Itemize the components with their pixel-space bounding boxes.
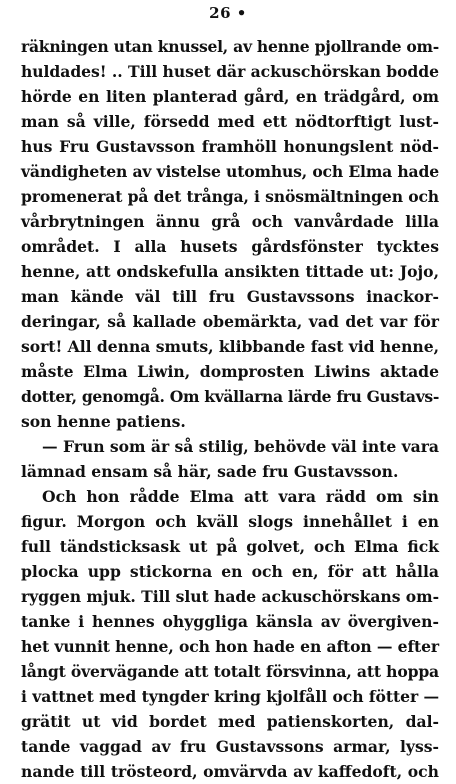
text-line: vändigheten av vistelse utomhus, och Elma hade xyxy=(21,162,439,181)
text-line: hus Fru Gustavsson framhöll honungslent nöd- xyxy=(21,137,439,156)
text-line: man så ville, försedd med ett nödtorftigt lust- xyxy=(21,112,439,131)
text-line: Och hon rådde Elma att vara rädd om sin xyxy=(42,487,439,506)
text-line: området. I alla husets gårdsfönster tycktes xyxy=(21,237,439,256)
text-line: figur. Morgon och kväll slogs innehållet i en xyxy=(21,512,439,531)
text-line: sort! All denna smuts, klibbande fast vid henne, xyxy=(21,337,439,356)
text-line: promenerat på det trånga, i snösmältningen och xyxy=(21,187,439,206)
page-number: 26 • xyxy=(209,4,247,22)
text-line: — Frun som är så stilig, behövde väl inte vara xyxy=(42,437,439,456)
text-line: måste Elma Liwin, domprosten Liwins aktade xyxy=(21,362,439,381)
text-line: huldades! .. Till huset där ackuschörskan bodde xyxy=(21,62,439,81)
text-line: henne, att ondskefulla ansikten tittade ut: Jojo, xyxy=(21,262,439,281)
text-line: ryggen mjuk. Till slut hade ackuschörskans om- xyxy=(21,587,439,606)
text-line: het vunnit henne, och hon hade en afton — efter xyxy=(21,637,439,656)
text-line: räkningen utan knussel, av henne pjollrande om- xyxy=(21,37,439,56)
text-line: dotter, genomgå. Om kvällarna lärde fru Gustavs- xyxy=(21,387,439,406)
text-line: hörde en liten planterad gård, en trädgård, om xyxy=(21,87,439,106)
text-line: lämnad ensam så här, sade fru Gustavsson. xyxy=(21,462,399,481)
text-line: i vattnet med tyngder kring kjolfåll och fötter — xyxy=(21,687,439,706)
text-line: vårbrytningen ännu grå och vanvårdade lilla xyxy=(21,212,439,231)
text-line: plocka upp stickorna en och en, för att hålla xyxy=(21,562,439,581)
text-line: tanke i hennes ohyggliga känsla av övergiven- xyxy=(21,612,439,631)
text-line: man kände väl till fru Gustavssons inackor- xyxy=(21,287,439,306)
text-line: nande till trösteord, omvärvda av kaffedoft, och xyxy=(21,762,439,781)
text-line: grätit ut vid bordet med patienskorten, dal- xyxy=(21,712,439,731)
text-line: långt övervägande att totalt försvinna, att hoppa xyxy=(21,662,439,681)
text-line: tande vaggad av fru Gustavssons armar, lyss- xyxy=(21,737,439,756)
text-line: son henne patiens. xyxy=(21,412,186,431)
text-line: full tändsticksask ut på golvet, och Elma fick xyxy=(21,537,439,556)
body-text xyxy=(21,34,439,784)
text-line: deringar, så kallade obemärkta, vad det var för xyxy=(21,312,439,331)
